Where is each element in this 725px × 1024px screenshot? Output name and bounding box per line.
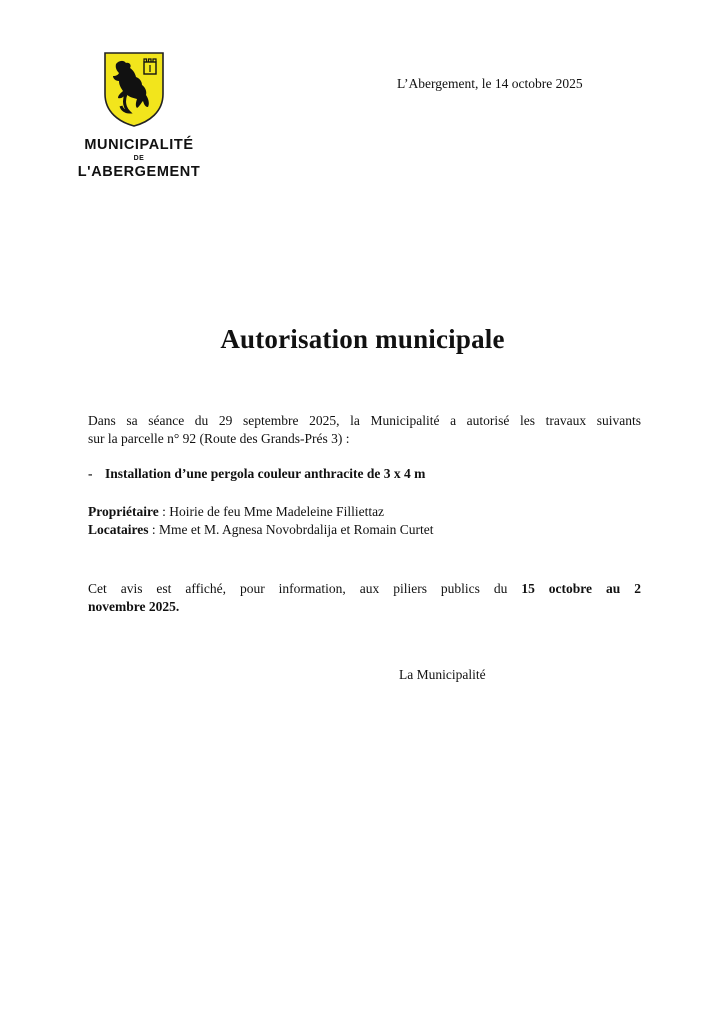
notice-period-start: 15 octobre au 2 — [521, 581, 641, 596]
notice-text: Cet avis est affiché, pour information, aux piliers publics du — [88, 581, 522, 596]
tenants-line — [88, 521, 641, 539]
intro-paragraph — [88, 412, 641, 447]
authorized-works-item — [88, 465, 641, 483]
list-dash: - — [88, 466, 93, 481]
document-title: Autorisation municipale — [220, 324, 505, 354]
owner-separator: : — [158, 504, 170, 519]
municipal-coat-of-arms-icon — [102, 50, 166, 128]
letterhead — [74, 50, 204, 181]
owner-label: Propriétaire — [88, 504, 159, 519]
notice-line-1 — [88, 580, 641, 598]
notice-period-end: novembre 2025. — [88, 598, 180, 614]
intro-line-1: Dans sa séance du 29 septembre 2025, la Municipalité a autorisé les travaux suivants — [88, 413, 641, 428]
municipality-name-line3: L'ABERGEMENT — [77, 164, 201, 180]
owner-value: Hoirie de feu Mme Madeleine Filliettaz — [169, 504, 385, 519]
municipality-name-line1: MUNICIPALITÉ — [84, 137, 194, 153]
signature: La Municipalité — [399, 667, 486, 682]
tenants-label: Locataires — [88, 521, 149, 537]
owner-line — [88, 503, 641, 521]
tenants-separator: : — [148, 521, 160, 537]
place-and-date: L’Abergement, le 14 octobre 2025 — [397, 76, 583, 91]
intro-line-2: sur la parcelle n° 92 (Route des Grands-Prés 3) : — [88, 430, 350, 446]
works-description: Installation d’une pergola couleur anthracite de 3 x 4 m — [105, 466, 426, 481]
tenants-value: Mme et M. Agnesa Novobrdalija et Romain Curtet — [159, 521, 434, 537]
posting-notice — [88, 580, 641, 615]
parties-block — [88, 503, 641, 538]
municipality-name-line2: DE — [133, 155, 145, 162]
